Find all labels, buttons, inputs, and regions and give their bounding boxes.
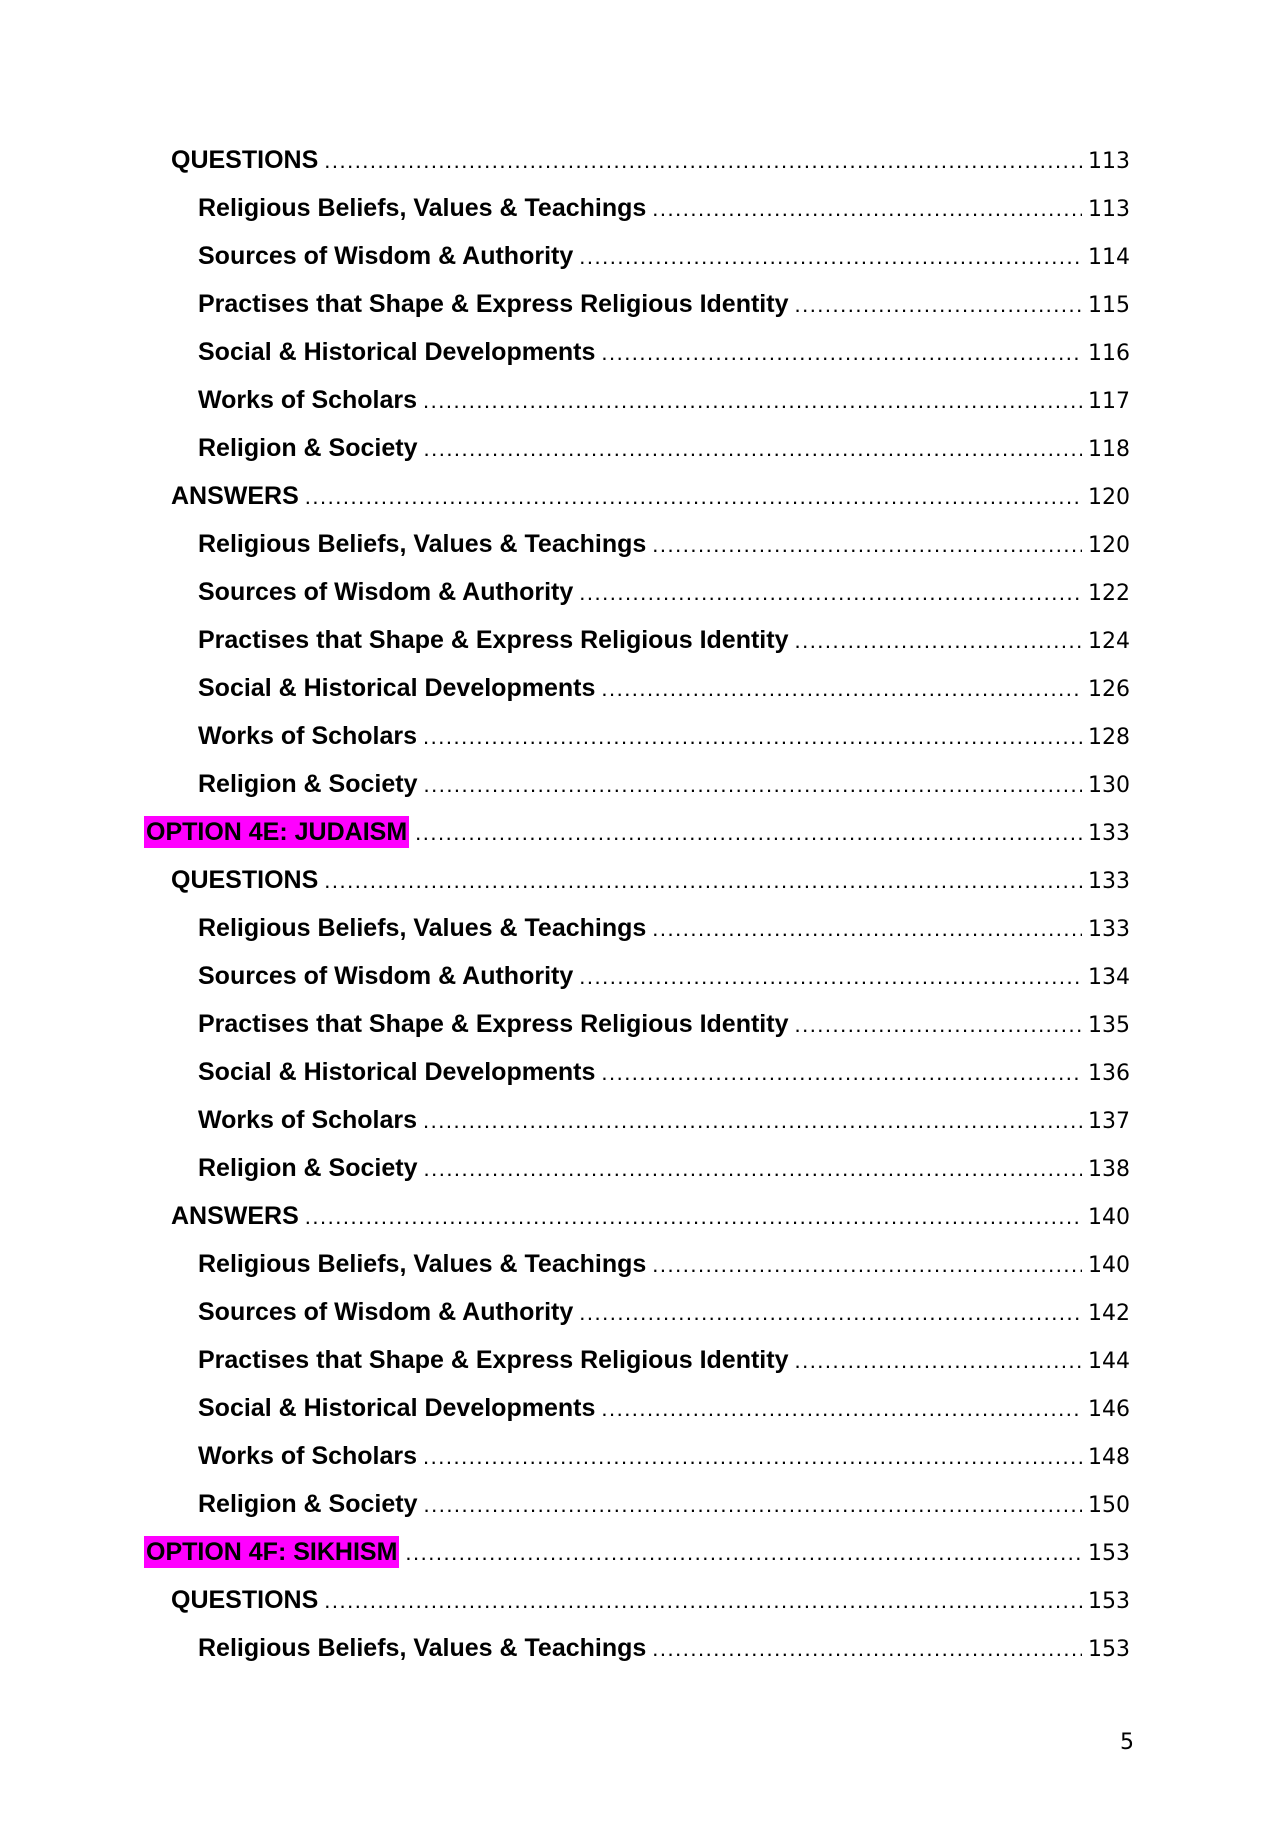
toc-page-number: 114 (1088, 245, 1130, 270)
toc-subsection-title: ANSWERS (171, 1202, 299, 1230)
toc-leader-dots (423, 721, 1082, 753)
toc-leader-dots (601, 673, 1082, 705)
toc-leader-dots (794, 1009, 1082, 1041)
toc-row[interactable] (198, 1056, 1130, 1088)
toc-entry-title: Religious Beliefs, Values & Teachings (198, 1250, 647, 1278)
toc-page-number: 150 (1088, 1493, 1130, 1518)
toc-entry-title: Religious Beliefs, Values & Teachings (198, 194, 647, 222)
toc-leader-dots (324, 1585, 1082, 1617)
toc-leader-dots (601, 1057, 1082, 1089)
toc-entry-title: Social & Historical Developments (198, 674, 596, 702)
toc-page-number: 148 (1088, 1445, 1130, 1470)
toc-leader-dots (579, 1297, 1082, 1329)
toc-row[interactable] (198, 768, 1130, 800)
toc-row[interactable] (171, 1200, 1130, 1232)
toc-entry-title: Sources of Wisdom & Authority (198, 962, 574, 990)
toc-page-number: 136 (1088, 1061, 1130, 1086)
toc-leader-dots (579, 961, 1082, 993)
toc-entry-title: Works of Scholars (198, 1106, 418, 1134)
toc-row[interactable] (171, 864, 1130, 896)
toc-page-number: 115 (1088, 293, 1130, 318)
toc-page-number: 128 (1088, 725, 1130, 750)
toc-entry-title: Works of Scholars (198, 722, 418, 750)
toc-page-number: 116 (1088, 341, 1130, 366)
toc-section-title: OPTION 4F: SIKHISM (146, 1538, 398, 1566)
toc-leader-dots (423, 1105, 1082, 1137)
toc-page-number: 126 (1088, 677, 1130, 702)
toc-row[interactable] (171, 1584, 1130, 1616)
toc-entry-title: Religious Beliefs, Values & Teachings (198, 1634, 647, 1662)
toc-subsection-title: QUESTIONS (171, 1586, 319, 1614)
toc-leader-dots (423, 385, 1082, 417)
toc-page-number: 142 (1088, 1301, 1130, 1326)
toc-row[interactable] (198, 1152, 1130, 1184)
toc-row[interactable] (198, 624, 1130, 656)
toc-entry-title: Religion & Society (198, 434, 418, 462)
toc-page-number: 135 (1088, 1013, 1130, 1038)
toc-page-number: 153 (1088, 1541, 1130, 1566)
toc-row[interactable] (198, 384, 1130, 416)
toc-row[interactable] (198, 1104, 1130, 1136)
toc-section-title: OPTION 4E: JUDAISM (146, 818, 408, 846)
toc-page-number: 134 (1088, 965, 1130, 990)
toc-row[interactable] (198, 1248, 1130, 1280)
toc-subsection-title: ANSWERS (171, 482, 299, 510)
toc-leader-dots (305, 481, 1082, 513)
toc-row[interactable] (198, 1008, 1130, 1040)
toc-leader-dots (794, 625, 1082, 657)
toc-page-number: 153 (1088, 1637, 1130, 1662)
toc-row[interactable] (198, 528, 1130, 560)
toc-entry-title: Religion & Society (198, 1490, 418, 1518)
toc-leader-dots (652, 1249, 1082, 1281)
toc-entry-title: Practises that Shape & Express Religious Identity (198, 626, 789, 654)
toc-leader-dots (794, 1345, 1082, 1377)
toc-leader-dots (423, 1441, 1082, 1473)
toc-page-number: 118 (1088, 437, 1130, 462)
toc-entry-title: Practises that Shape & Express Religious Identity (198, 290, 789, 318)
toc-entry-title: Sources of Wisdom & Authority (198, 1298, 574, 1326)
toc-page-number: 120 (1088, 533, 1130, 558)
toc-entry-title: Social & Historical Developments (198, 338, 596, 366)
toc-entry-title: Practises that Shape & Express Religious Identity (198, 1346, 789, 1374)
toc-row[interactable] (198, 576, 1130, 608)
toc-entry-title: Social & Historical Developments (198, 1058, 596, 1086)
toc-entry-title: Works of Scholars (198, 386, 418, 414)
toc-subsection-title: QUESTIONS (171, 146, 319, 174)
toc-entry-title: Religious Beliefs, Values & Teachings (198, 530, 647, 558)
toc-entry-title: Social & Historical Developments (198, 1394, 596, 1422)
toc-row[interactable] (198, 1440, 1130, 1472)
toc-row[interactable] (198, 960, 1130, 992)
toc-leader-dots (652, 193, 1082, 225)
toc-row[interactable] (144, 1536, 1130, 1568)
toc-row[interactable] (171, 144, 1130, 176)
toc-page-number: 120 (1088, 485, 1130, 510)
toc-entry-title: Religion & Society (198, 1154, 418, 1182)
toc-entry-title: Religion & Society (198, 770, 418, 798)
toc-leader-dots (652, 529, 1082, 561)
toc-entry-title: Sources of Wisdom & Authority (198, 242, 574, 270)
toc-leader-dots (423, 1153, 1082, 1185)
toc-page-number: 124 (1088, 629, 1130, 654)
toc-subsection-title: QUESTIONS (171, 866, 319, 894)
toc-leader-dots (405, 1537, 1082, 1569)
toc-leader-dots (305, 1201, 1082, 1233)
toc-row[interactable] (198, 720, 1130, 752)
toc-row[interactable] (198, 432, 1130, 464)
toc-page-number: 133 (1088, 869, 1130, 894)
toc-page-number: 117 (1088, 389, 1130, 414)
toc-leader-dots (579, 577, 1082, 609)
toc-leader-dots (423, 1489, 1082, 1521)
toc-page-number: 140 (1088, 1253, 1130, 1278)
toc-page-number: 144 (1088, 1349, 1130, 1374)
toc-row[interactable] (198, 192, 1130, 224)
toc-row[interactable] (198, 1296, 1130, 1328)
toc-row[interactable] (144, 816, 1130, 848)
toc-leader-dots (652, 913, 1082, 945)
toc-page-number: 133 (1088, 821, 1130, 846)
toc-entry-title: Sources of Wisdom & Authority (198, 578, 574, 606)
toc-entry-title: Religious Beliefs, Values & Teachings (198, 914, 647, 942)
toc-page-number: 137 (1088, 1109, 1130, 1134)
toc-leader-dots (601, 337, 1082, 369)
toc-page-number: 140 (1088, 1205, 1130, 1230)
toc-leader-dots (794, 289, 1082, 321)
toc-leader-dots (601, 1393, 1082, 1425)
toc-page-number: 122 (1088, 581, 1130, 606)
toc-row[interactable] (198, 1392, 1130, 1424)
toc-leader-dots (324, 145, 1082, 177)
toc-page-number: 146 (1088, 1397, 1130, 1422)
toc-row[interactable] (198, 912, 1130, 944)
toc-page-number: 113 (1088, 149, 1130, 174)
toc-row[interactable] (171, 480, 1130, 512)
toc-leader-dots (423, 433, 1082, 465)
toc-row[interactable] (198, 336, 1130, 368)
toc-page-number: 153 (1088, 1589, 1130, 1614)
toc-page-number: 113 (1088, 197, 1130, 222)
toc-page-number: 133 (1088, 917, 1130, 942)
page-number: 5 (1120, 1730, 1134, 1755)
toc-page-number: 130 (1088, 773, 1130, 798)
toc-leader-dots (423, 769, 1082, 801)
toc-leader-dots (415, 817, 1082, 849)
toc-row[interactable] (198, 1632, 1130, 1664)
toc-leader-dots (324, 865, 1082, 897)
toc-entry-title: Works of Scholars (198, 1442, 418, 1470)
toc-leader-dots (579, 241, 1082, 273)
toc-row[interactable] (198, 672, 1130, 704)
toc-row[interactable] (198, 288, 1130, 320)
toc-row[interactable] (198, 1344, 1130, 1376)
toc-row[interactable] (198, 240, 1130, 272)
toc-entry-title: Practises that Shape & Express Religious Identity (198, 1010, 789, 1038)
toc-row[interactable] (198, 1488, 1130, 1520)
toc-page-number: 138 (1088, 1157, 1130, 1182)
toc-leader-dots (652, 1633, 1082, 1665)
